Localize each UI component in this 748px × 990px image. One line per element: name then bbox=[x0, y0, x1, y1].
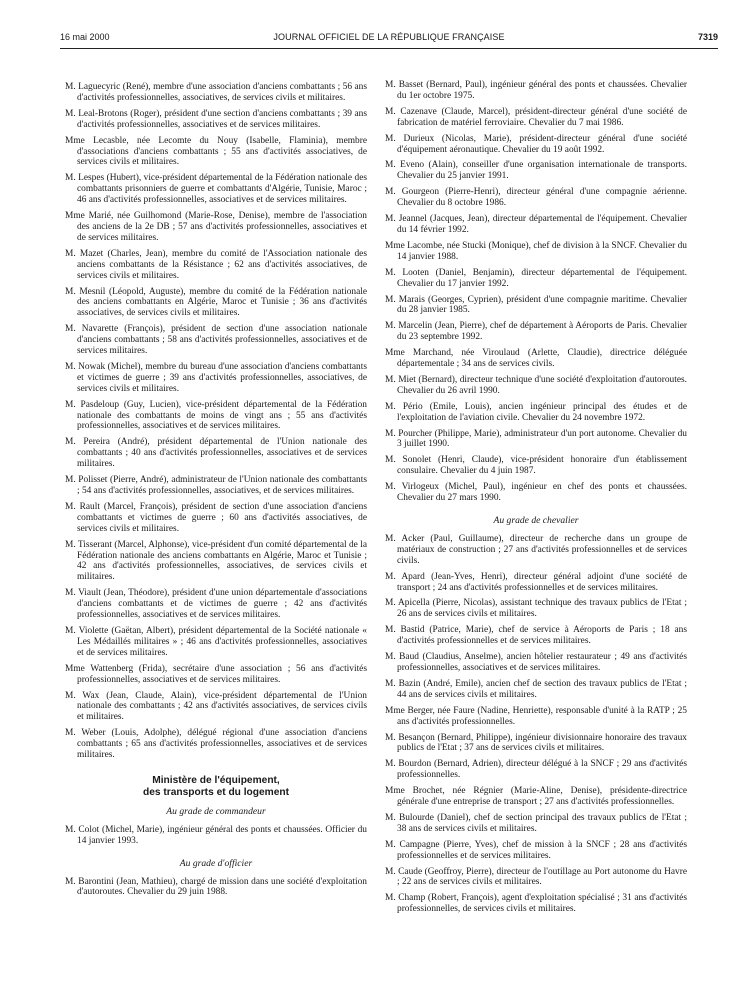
decoration-entry: M. Jeannel (Jacques, Jean), directeur départemental de l'équipement. Chevalier du 14 février 1992. bbox=[385, 214, 687, 235]
decoration-entry: M. Laguecyric (René), membre d'une association d'anciens combattants ; 56 ans d'activités professionnelles, associatives, de services civils et militaires. bbox=[65, 82, 367, 103]
left-column bbox=[65, 82, 367, 903]
decoration-entry: M. Weber (Louis, Adolphe), délégué régional d'une association d'anciens combattants ; 65 ans d'activités professionnelles, associatives et de services militaires. bbox=[65, 728, 367, 761]
ministry-title-line2: des transports et du logement bbox=[142, 786, 290, 798]
decoration-entry: M. Looten (Daniel, Benjamin), directeur départemental de l'équipement. Chevalier du 17 janvier 1992. bbox=[385, 267, 687, 289]
decoration-entry: M. Nowak (Michel), membre du bureau d'une association d'anciens combattants et victimes de guerre ; 39 ans d'activités professionnelles, associatives, de services civils et militaires. bbox=[65, 361, 367, 394]
decoration-entry: M. Eveno (Alain), conseiller d'une organisation internationale de transports. Chevalier du 25 janvier 1991. bbox=[385, 160, 687, 182]
decoration-entry: M. Pasdeloup (Guy, Lucien), vice-président départemental de la Fédération nationale des combattants de moins de vingt ans ; 55 ans d'activités professionnelles, associatives et de services militaires. bbox=[65, 399, 367, 432]
decoration-entry: M. Bastid (Patrice, Marie), chef de service à Aéroports de Paris ; 18 ans d'activités professionnelles et de services militaires. bbox=[385, 625, 687, 647]
decoration-entry: Mme Lecasble, née Lecomte du Nouy (Isabelle, Flaminia), membre d'associations d'anciens combattants ; 55 ans d'activités associatives, de services civils et militaires. bbox=[65, 135, 367, 168]
right-column bbox=[385, 80, 687, 920]
decoration-entry: M. Sonolet (Henri, Claude), vice-président honoraire d'un établissement consulaire. Chevalier du 4 juin 1987. bbox=[385, 455, 687, 477]
decoration-entry: M. Marais (Georges, Cyprien), président d'une compagnie maritime. Chevalier du 28 janvier 1985. bbox=[385, 294, 687, 316]
decoration-entry: M. Miet (Bernard), directeur technique d'une société d'exploitation d'autoroutes. Chevalier du 26 avril 1990. bbox=[385, 374, 687, 396]
decoration-entry: M. Viault (Jean, Théodore), président d'une union départementale d'associations d'anciens combattants et de victimes de guerre ; 42 ans d'activités professionnelles, associatives et de services militaires. bbox=[65, 588, 367, 621]
decoration-entry: Mme Berger, née Faure (Nadine, Henriette), responsable d'unité à la RATP ; 25 ans d'activités professionnelles. bbox=[385, 705, 687, 727]
decoration-entry: Mme Brochet, née Régnier (Marie-Aline, Denise), présidente-directrice générale d'une entreprise de transport ; 27 ans d'activités professionnelles. bbox=[385, 786, 687, 808]
decoration-entry: M. Pereira (André), président départemental de l'Union nationale des combattants ; 40 ans d'activités professionnelles, associatives et de services militaires. bbox=[65, 437, 367, 470]
decoration-entry: M. Tisserant (Marcel, Alphonse), vice-président d'un comité départemental de la Fédération nationale des anciens combattants en Algérie, Maroc et Tunisie ; 42 ans d'activités professionnelles, associatives, de services civils et militaires. bbox=[65, 539, 367, 583]
decoration-entry: Mme Marié, née Guilhomond (Marie-Rose, Denise), membre de l'association des anciens de la 2e DB ; 57 ans d'activités professionnelles, associatives et de services militaires. bbox=[65, 211, 367, 243]
page-header bbox=[60, 32, 718, 49]
decoration-entry: M. Durieux (Nicolas, Marie), président-directeur général d'une société d'équipement aéronautique. Chevalier du 19 août 1992. bbox=[385, 133, 687, 155]
decoration-entry: M. Navarette (François), président de section d'une association nationale d'anciens combattants ; 58 ans d'activités professionnelles, associatives et de services militaires. bbox=[65, 324, 367, 357]
decoration-entry: M. Besançon (Bernard, Philippe), ingénieur divisionnaire honoraire des travaux publics de l'Etat ; 37 ans de services civils et militaires. bbox=[385, 732, 687, 754]
decoration-entry: M. Cazenave (Claude, Marcel), président-directeur général d'une société de fabrication de matériel ferroviaire. Chevalier du 7 mai 1986. bbox=[385, 106, 687, 128]
decoration-entry: M. Bourdon (Bernard, Adrien), directeur délégué à la SNCF ; 29 ans d'activités professionnelles. bbox=[385, 759, 687, 781]
decoration-entry: M. Rault (Marcel, François), président de section d'une association d'anciens combattants et victimes de guerre ; 60 ans d'activités associatives, de services civils et militaires. bbox=[65, 501, 367, 534]
decoration-entry: M. Barontini (Jean, Mathieu), chargé de mission dans une société d'exploitation d'autoroutes. Chevalier du 29 juin 1988. bbox=[65, 876, 367, 898]
decoration-entry: M. Pourcher (Philippe, Marie), administrateur d'un port autonome. Chevalier du 3 juillet 1990. bbox=[385, 428, 687, 450]
decoration-entry: M. Pério (Emile, Louis), ancien ingénieur principal des études et de l'exploitation de l'aviation civile. Chevalier du 24 novembre 1972. bbox=[385, 401, 687, 423]
header-date: 16 mai 2000 bbox=[60, 32, 110, 42]
grade-commandeur-heading: Au grade de commandeur bbox=[166, 805, 266, 817]
decoration-entry: M. Campagne (Pierre, Yves), chef de mission à la SNCF ; 28 ans d'activités professionnelles et de services militaires. bbox=[385, 839, 687, 861]
decoration-entry: M. Bazin (André, Emile), ancien chef de section des travaux publics de l'Etat ; 44 ans de services civils et militaires. bbox=[385, 678, 687, 700]
decoration-entry: Mme Marchand, née Viroulaud (Arlette, Claudie), directrice déléguée départementale ; 34 ans de services civils. bbox=[385, 348, 687, 370]
decoration-entry: M. Mazet (Charles, Jean), membre du comité de l'Association nationale des anciens combattants de la Résistance ; 62 ans d'activités associatives, de services civils et militaires. bbox=[65, 248, 367, 281]
decoration-entry: M. Marcelin (Jean, Pierre), chef de département à Aéroports de Paris. Chevalier du 23 septembre 1992. bbox=[385, 321, 687, 343]
decoration-entry: M. Bulourde (Daniel), chef de section principal des travaux publics de l'Etat ; 38 ans de services civils et militaires. bbox=[385, 812, 687, 834]
decoration-entry: M. Violette (Gaëtan, Albert), président départemental de la Société nationale « Les Médaillés militaires » ; 46 ans d'activités professionnelles, associatives et de services militaires. bbox=[65, 625, 367, 658]
decoration-entry: M. Lespes (Hubert), vice-président départemental de la Fédération nationale des combattants prisonniers de guerre et combattants d'Algérie, Tunisie, Maroc ; 46 ans d'activités professionnelles, associatives et de services militaires. bbox=[65, 173, 367, 206]
ministry-title-line1: Ministère de l'équipement, bbox=[152, 774, 280, 786]
decoration-entry: M. Acker (Paul, Guillaume), directeur de recherche dans un groupe de matériaux de construction ; 27 ans d'activités professionnelles et de services civils. bbox=[385, 533, 687, 566]
decoration-entry: M. Caude (Geoffroy, Pierre), directeur de l'outillage au Port autonome du Havre ; 22 ans de services civils et militaires. bbox=[385, 866, 687, 888]
decoration-entry: M. Polisset (Pierre, André), administrateur de l'Union nationale des combattants ; 54 ans d'activités professionnelles, associatives, et de services militaires. bbox=[65, 475, 367, 496]
decoration-entry: M. Apard (Jean-Yves, Henri), directeur général adjoint d'une société de transport ; 24 ans d'activités professionnelles et de services militaires. bbox=[385, 571, 687, 593]
decoration-entry: M. Colot (Michel, Marie), ingénieur général des ponts et chaussées. Officier du 14 janvier 1993. bbox=[65, 824, 367, 846]
decoration-entry: M. Baud (Claudius, Anselme), ancien hôtelier restaurateur ; 49 ans d'activités professionnelles, associatives et de services militaires. bbox=[385, 652, 687, 673]
decoration-entry: M. Mesnil (Léopold, Auguste), membre du comité de la Fédération nationale des anciens combattants en Algérie, Maroc et Tunisie ; 36 ans d'activités associatives, de services civils et militaires. bbox=[65, 286, 367, 319]
decoration-entry: M. Gourgeon (Pierre-Henri), directeur général d'une compagnie aérienne. Chevalier du 8 octobre 1986. bbox=[385, 187, 687, 209]
decoration-entry: M. Basset (Bernard, Paul), ingénieur général des ponts et chaussées. Chevalier du 1er octobre 1975. bbox=[385, 80, 687, 101]
decoration-entry: M. Wax (Jean, Claude, Alain), vice-président départemental de l'Union nationale des combattants ; 42 ans d'activités associatives, de services civils et militaires. bbox=[65, 690, 367, 723]
decoration-entry: Mme Lacombe, née Stucki (Monique), chef de division à la SNCF. Chevalier du 14 janvier 1988. bbox=[385, 240, 687, 262]
grade-officier-heading: Au grade d'officier bbox=[179, 857, 253, 869]
decoration-entry: M. Champ (Robert, François), agent d'exploitation spécialisé ; 31 ans d'activités professionnelles, de services civils et militaires. bbox=[385, 893, 687, 915]
decoration-entry: M. Leal-Brotons (Roger), président d'une section d'anciens combattants ; 39 ans d'activités professionnelles, associatives et de services militaires. bbox=[65, 108, 367, 130]
decoration-entry: M. Virlogeux (Michel, Paul), ingénieur en chef des ponts et chaussées. Chevalier du 27 mars 1990. bbox=[385, 482, 687, 504]
decoration-entry: M. Apicella (Pierre, Nicolas), assistant technique des travaux publics de l'Etat ; 26 ans de services civils et militaires. bbox=[385, 598, 687, 620]
grade-chevalier-heading: Au grade de chevalier bbox=[493, 515, 579, 526]
header-title: JOURNAL OFFICIEL DE LA RÉPUBLIQUE FRANÇAISE bbox=[273, 32, 505, 42]
header-page-number: 7319 bbox=[697, 32, 718, 42]
decoration-entry: Mme Wattenberg (Frida), secrétaire d'une association ; 56 ans d'activités professionnelles, associatives et de services militaires. bbox=[65, 663, 367, 685]
